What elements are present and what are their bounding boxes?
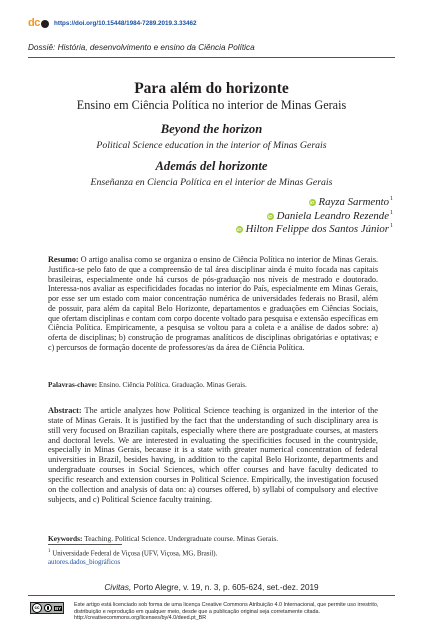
keywords-en-label: Keywords: [48, 534, 83, 543]
title-en: Beyond the horizon [160, 122, 263, 136]
journal-citation [28, 583, 395, 592]
author-affiliation-mark: 1 [390, 223, 393, 229]
doi-header [28, 17, 196, 29]
journal-details: Porto Alegre, v. 19, n. 3, p. 605-624, set.-dez. 2019 [131, 583, 319, 592]
keywords-pt-label: Palavras-chave: [48, 381, 98, 389]
footnote-affiliation [48, 548, 217, 559]
subtitle-pt: Ensino em Ciência Política no interior de Minas Gerais [76, 98, 347, 112]
author-affiliation-mark: 1 [390, 196, 393, 202]
title-pt: Para além do horizonte [134, 80, 289, 97]
doi-logo-text: dc [28, 16, 40, 29]
dossier-title: Dossiê: História, desenvolvimento e ensino da Ciência Política [28, 43, 255, 52]
keywords-en [48, 534, 378, 543]
abstract-label: Abstract: [48, 406, 82, 415]
resumo-paragraph [48, 255, 378, 353]
cc-by-badge-icon[interactable] [30, 602, 64, 614]
header-divider [28, 57, 395, 58]
cc-icon: cc [32, 603, 42, 613]
footnote-divider [48, 544, 122, 545]
orcid-icon[interactable]: iD [267, 213, 273, 219]
keywords-pt [48, 381, 378, 390]
by-person-icon [44, 604, 52, 612]
author-name: Hilton Felippe dos Santos Júnior [245, 223, 389, 235]
author-3 [236, 223, 393, 237]
doi-link[interactable]: https://doi.org/10.15448/1984-7289.2019.3.33462 [54, 19, 197, 27]
license-text: Este artigo está licenciado sob forma de uma licença Creative Commons Atribuição 4.0 Internacional, que permite uso irrestrito, distribuição e reprodução em qualquer meio, desde que a publicação original seja corretamente citada. [74, 602, 379, 615]
resumo-text: O artigo analisa como se organiza o ensino de Ciência Política no interior de Minas Gerais. Justifica-se pelo fato de que a compreensão de tal área disciplinar ainda é muito focada nas capitais brasileiras, especialmente onde há cursos de pós-graduação nos níveis de mestrado e doutorado. Interessa-nos avaliar as especificidades focadas no interior do País, especialmente em Minas Gerais, por esse ser um estado com maior concentração numérica de universidades federais no Brasil, além de possuir, para além da capital Belo Horizonte, departamentos e graduações em Ciências Sociais, que ofertam disciplinas e contam com corpo docente voltado para pesquisa e extensão específicas em Ciência Política. Empiricamente, a pesquisa se voltou para a coleta e a análise de dados sobre: a) oferta de disciplinas; b) construção de programas analíticos de disciplinas obrigatórias e optativas; e c) percursos de formação docente de professores/as da área de Ciência Política. [48, 255, 378, 352]
journal-name: Civitas, [104, 583, 132, 592]
abstract-text: The article analyzes how Political Science teaching is organized in the interior of the state of Minas Gerais. It is justified by the fact that the understanding of such disciplinary area is still very focused on Brazilian capitals, especially where there are postgraduate courses, at masters and doctoral levels. We are interested in evaluating the specificities focused in the countryside, especially in Minas Gerais, because it is a state with greater numerical concentration of federal universities in Brazil, besides having, in addition to the capital Belo Horizonte, departments and undergraduate courses in Social Sciences, which offer courses and have faculty dedicated to specific research and extension courses in Political Science. Empirically, the investigation focused on the collection and analysis of data on: a) courses offered, b) syllabi of compulsory and elective subjects, and c) Political Science faculty training. [48, 406, 378, 504]
footnote-mark: 1 [48, 549, 51, 554]
author-name: Rayza Sarmento [318, 196, 389, 208]
keywords-en-text: Teaching. Political Science. Undergraduate course. Minas Gerais. [82, 534, 279, 543]
author-2 [236, 210, 393, 224]
author-affiliation-mark: 1 [390, 209, 393, 216]
subtitle-es: Enseñanza en Ciencia Política en el interior de Minas Gerais [90, 177, 333, 188]
orcid-icon[interactable]: iD [236, 227, 242, 233]
footnote-text: Universidade Federal de Viçosa (UFV, Viçosa, MG, Brasil). [50, 550, 218, 558]
title-es: Además del horizonte [155, 159, 268, 173]
author-name: Daniela Leandro Rezende [276, 209, 389, 222]
author-1 [236, 196, 393, 210]
footer-divider [28, 595, 395, 596]
author-bio-link[interactable]: autores.dados_biográficos [48, 559, 121, 566]
by-label: BY [55, 605, 62, 611]
doi-logo-icon [28, 18, 50, 29]
footnote [48, 548, 217, 568]
license-notice [74, 602, 396, 622]
license-link[interactable]: http://creativecommons.org/licenses/by/4.0/deed.pt_BR [74, 615, 207, 622]
orcid-icon[interactable]: iD [309, 200, 315, 206]
abstract-paragraph [48, 406, 378, 504]
subtitle-en: Political Science education in the interior of Minas Gerais [96, 140, 327, 151]
resumo-label: Resumo: [48, 255, 79, 264]
doi-logo-dot [41, 20, 49, 28]
keywords-pt-text: Ensino. Ciência Política. Graduação. Minas Gerais. [97, 381, 247, 389]
author-list [236, 196, 393, 237]
